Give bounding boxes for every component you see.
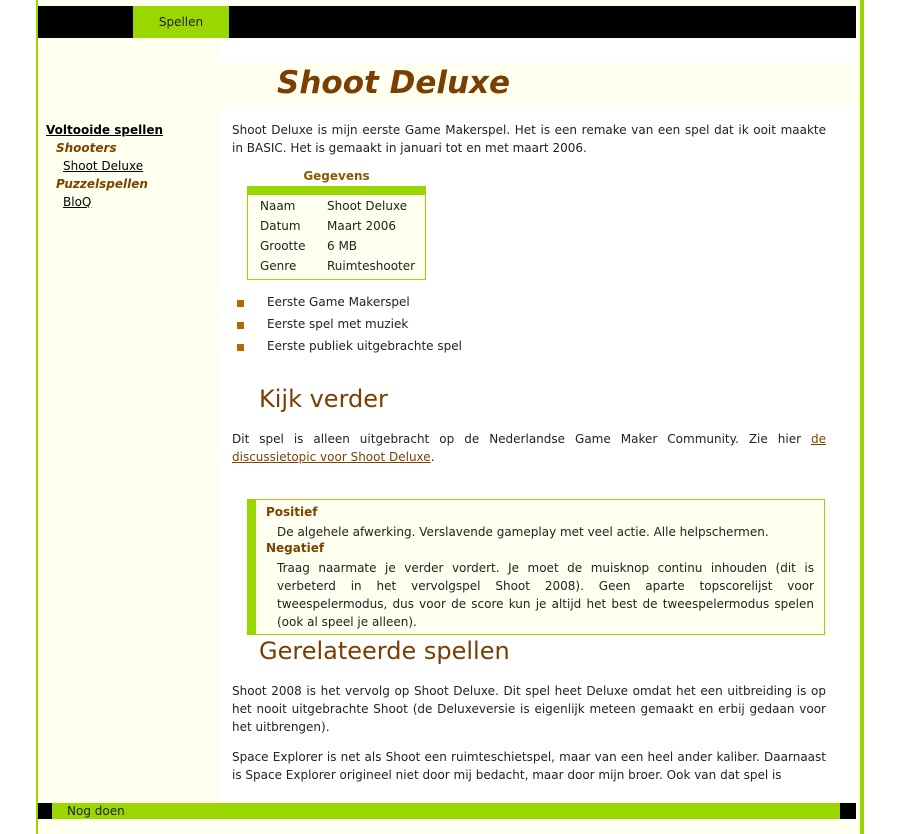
bullet-square-icon <box>237 300 244 307</box>
bullet-square-icon <box>237 322 244 329</box>
sidebar <box>38 38 220 802</box>
review-positive-text: De algehele afwerking. Verslavende gameplay met veel actie. Alle helpschermen. <box>277 525 769 539</box>
review-negative-text: Traag naarmate je verder vordert. Je moet de muisknop continu inhouden (dit is verbeterd in het vervolgspel Shoot 2008). Geen aparte topscorelijst voor tweespelermodus, dus voor de score kun je altijd het best de tweespelermodus spelen (ook al speel je alleen). <box>277 561 814 629</box>
top-navigation <box>38 6 856 38</box>
main-content <box>220 38 856 802</box>
list-item: Eerste spel met muziek <box>267 317 409 331</box>
info-key: Genre <box>260 259 297 273</box>
review-positive-label: Positief <box>266 505 318 519</box>
info-value: Maart 2006 <box>327 219 397 233</box>
sidebar-item-bloq[interactable]: BloQ <box>63 195 92 209</box>
info-key: Datum <box>260 219 301 233</box>
info-value: 6 MB <box>327 239 358 253</box>
info-value: Shoot Deluxe <box>327 199 408 213</box>
related-paragraph-2: Space Explorer is net als Shoot een ruimteschietspel, maar van een heel ander kaliber. Daarnaast is Space Explorer origineel niet door mij bedacht, maar door mijn broer. Ook van dat spel is <box>232 750 826 782</box>
info-table <box>247 186 426 280</box>
heading-kijk-verder: Kijk verder <box>259 385 388 413</box>
sidebar-group-shooters: Shooters <box>56 141 117 155</box>
intro-paragraph: Shoot Deluxe is mijn eerste Game Makerspel. Het is een remake van een spel dat ik ooit maakte in BASIC. Het is gemaakt in januari tot en met maart 2006. <box>232 123 826 155</box>
heading-gerelateerde-spellen: Gerelateerde spellen <box>259 637 510 665</box>
bottom-bar <box>38 803 856 819</box>
info-key: Naam <box>260 199 296 213</box>
sidebar-category[interactable]: Voltooide spellen <box>46 123 164 137</box>
discussion-topic-link[interactable]: de discussietopic voor Shoot Deluxe <box>232 432 826 464</box>
info-key: Grootte <box>260 239 306 253</box>
discussion-text-end: . <box>430 450 435 464</box>
review-negative-label: Negatief <box>266 541 325 555</box>
sidebar-group-puzzelspellen: Puzzelspellen <box>56 177 148 191</box>
sidebar-item-shoot-deluxe[interactable]: Shoot Deluxe <box>63 159 144 173</box>
list-item: Eerste publiek uitgebrachte spel <box>267 339 462 353</box>
info-table-caption: Gegevens <box>303 169 370 183</box>
bottom-tab[interactable] <box>52 803 840 819</box>
tab-spellen[interactable]: Spellen <box>133 6 229 38</box>
discussion-paragraph <box>232 430 826 466</box>
bullet-square-icon <box>237 344 244 351</box>
info-value: Ruimteshooter <box>327 259 416 273</box>
discussion-text: Dit spel is alleen uitgebracht op de Nederlandse Game Maker Community. Zie hier <box>232 432 811 446</box>
related-paragraph-1: Shoot 2008 is het vervolg op Shoot Deluxe. Dit spel heet Deluxe omdat het een uitbreiding is op het nooit uitgebrachte Shoot (de Deluxeversie is eigenlijk meteen gemaakt en erbij gedaan voor het uitbrengen). <box>232 684 826 734</box>
page-title: Shoot Deluxe <box>277 65 511 101</box>
list-item: Eerste Game Makerspel <box>267 295 410 309</box>
bottom-tab-label: Nog doen <box>67 804 125 818</box>
review-box <box>247 499 825 635</box>
page-frame-edge <box>862 0 866 834</box>
